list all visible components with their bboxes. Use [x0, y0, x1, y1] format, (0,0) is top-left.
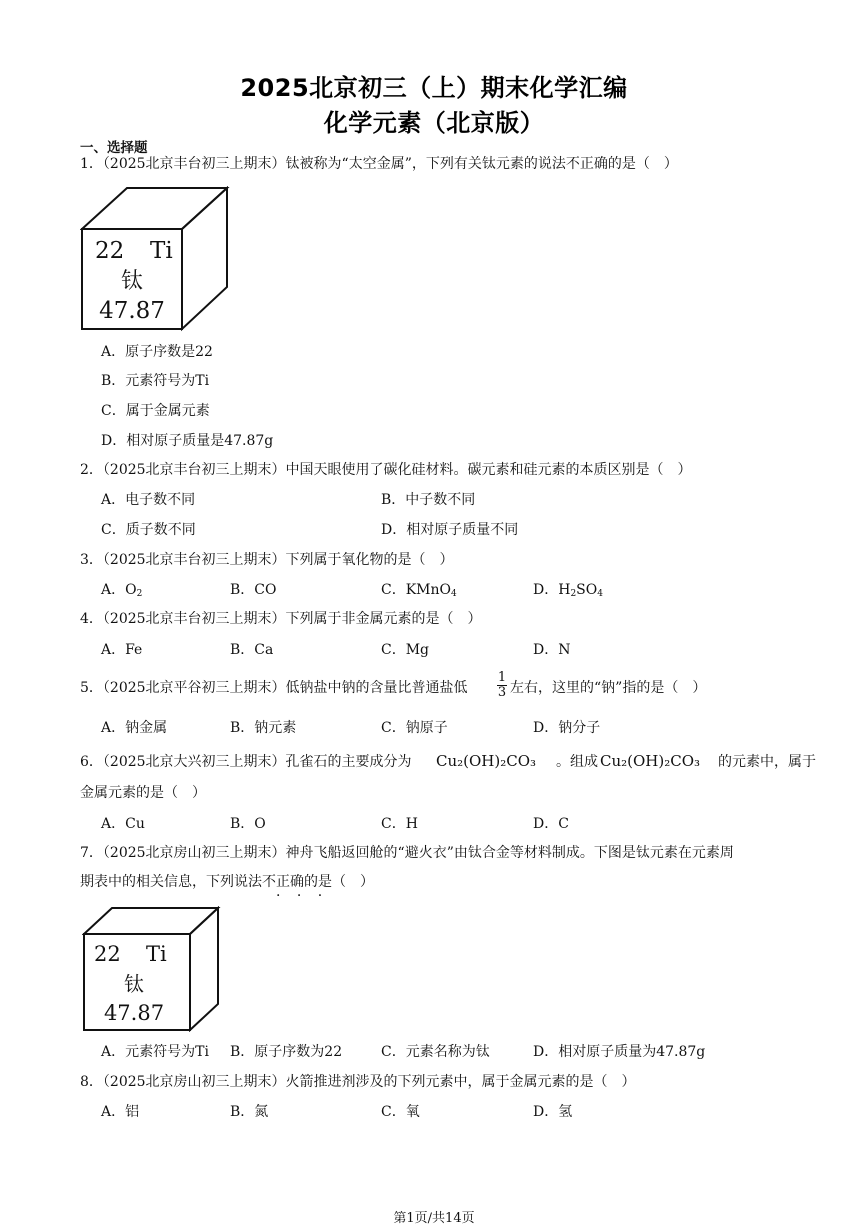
- q7-option-d[interactable]: D．相对原子质量为47.87g: [533, 1044, 706, 1060]
- element-card-titanium-1: [80, 186, 230, 332]
- q2-option-a[interactable]: A．电子数不同: [101, 492, 196, 508]
- q5-option-d[interactable]: D．钠分子: [533, 720, 601, 736]
- element-number: 22: [95, 238, 125, 264]
- q7-option-b[interactable]: B．原子序数为22: [230, 1044, 343, 1060]
- element-mass: 47.87: [103, 1001, 165, 1025]
- element-symbol: Ti: [146, 942, 167, 966]
- q3-option-d[interactable]: D．$H_2SO_4$: [533, 582, 603, 599]
- formula-malachite-1: Cu₂(OH)₂CO₃: [436, 752, 537, 770]
- question-8-stem: 8．（2025北京房山初三上期末）火箭推进剂涉及的下列元素中，属于金属元素的是（ ）: [80, 1074, 636, 1090]
- q4-option-b[interactable]: B．Ca: [230, 642, 274, 658]
- element-number: 22: [94, 942, 121, 966]
- q8-option-c[interactable]: C．氧: [381, 1104, 420, 1120]
- question-7-stem-line2: 期表中的相关信息，下列说法不正确的是（ ）: [80, 874, 374, 890]
- q1-option-a[interactable]: A．原子序数是22: [101, 344, 213, 360]
- question-5-stem-part1: 5．（2025北京平谷初三上期末）低钠盐中钠的含量比普通盐低: [80, 680, 468, 696]
- q8-option-b[interactable]: B．氮: [230, 1104, 269, 1120]
- element-symbol: Ti: [150, 238, 173, 264]
- element-mass: 47.87: [99, 298, 165, 324]
- q6-option-a[interactable]: A．Cu: [101, 816, 145, 832]
- q4-option-c[interactable]: C．Mg: [381, 642, 430, 658]
- q4-option-a[interactable]: A．Fe: [101, 642, 143, 658]
- question-4-stem: 4．（2025北京丰台初三上期末）下列属于非金属元素的是（ ）: [80, 611, 482, 627]
- question-6-stem-line2: 金属元素的是（ ）: [80, 785, 206, 801]
- question-5-stem-part2: 左右，这里的“钠”指的是（ ）: [510, 680, 707, 696]
- q6-option-c[interactable]: C．H: [381, 816, 418, 832]
- q6-option-d[interactable]: D．C: [533, 816, 569, 832]
- q7-option-a[interactable]: A．元素符号为Ti: [101, 1044, 209, 1060]
- q6-option-b[interactable]: B．O: [230, 816, 266, 832]
- q1-option-d[interactable]: D．相对原子质量是47.87g: [101, 433, 274, 449]
- q4-option-d[interactable]: D．N: [533, 642, 571, 658]
- element-card-titanium-2: [82, 906, 222, 1032]
- emphasis-dots: · · ·: [276, 888, 329, 904]
- question-6-stem-part3: 的元素中，属于: [718, 754, 816, 770]
- fraction-one-third: $\frac{1}{3}$: [497, 670, 507, 700]
- q5-option-c[interactable]: C．钠原子: [381, 720, 448, 736]
- q3-option-b[interactable]: B．CO: [230, 582, 277, 598]
- q2-option-c[interactable]: C．质子数不同: [101, 522, 196, 538]
- q1-option-c[interactable]: C．属于金属元素: [101, 403, 210, 419]
- question-7-stem-line1: 7．（2025北京房山初三上期末）神舟飞船返回舱的“避火衣”由钛合金等材料制成。下图是钛元素在元素周: [80, 845, 734, 861]
- q5-option-b[interactable]: B．钠元素: [230, 720, 297, 736]
- document-title-line1: 2025北京初三（上）期末化学汇编: [240, 74, 628, 102]
- q7-option-c[interactable]: C．元素名称为钛: [381, 1044, 490, 1060]
- q8-option-d[interactable]: D．氢: [533, 1104, 573, 1120]
- question-3-stem: 3．（2025北京丰台初三上期末）下列属于氧化物的是（ ）: [80, 552, 454, 568]
- q8-option-a[interactable]: A．铝: [101, 1104, 140, 1120]
- q3-option-a[interactable]: A．$O_2$: [101, 582, 143, 599]
- q3-option-c[interactable]: C．KMnO$_4$: [381, 582, 457, 599]
- question-6-stem-part1: 6．（2025北京大兴初三上期末）孔雀石的主要成分为: [80, 754, 412, 770]
- q1-option-b[interactable]: B．元素符号为Ti: [101, 373, 210, 389]
- question-2-stem: 2．（2025北京丰台初三上期末）中国天眼使用了碳化硅材料。碳元素和硅元素的本质区别是（ ）: [80, 462, 692, 478]
- q5-option-a[interactable]: A．钠金属: [101, 720, 168, 736]
- element-name: 钛: [120, 269, 144, 294]
- document-title-line2: 化学元素（北京版）: [323, 109, 545, 137]
- q2-option-b[interactable]: B．中子数不同: [381, 492, 476, 508]
- question-1-stem: 1．（2025北京丰台初三上期末）钛被称为“太空金属”，下列有关钛元素的说法不正确的是（ ）: [80, 156, 678, 172]
- page-footer: 第1页/共14页: [393, 1211, 475, 1226]
- question-6-stem-part2: 。组成: [556, 754, 598, 770]
- q2-option-d[interactable]: D．相对原子质量不同: [381, 522, 519, 538]
- section-heading: 一、选择题: [80, 140, 148, 156]
- element-name: 钛: [124, 972, 144, 996]
- formula-malachite-2: Cu₂(OH)₂CO₃: [600, 752, 701, 770]
